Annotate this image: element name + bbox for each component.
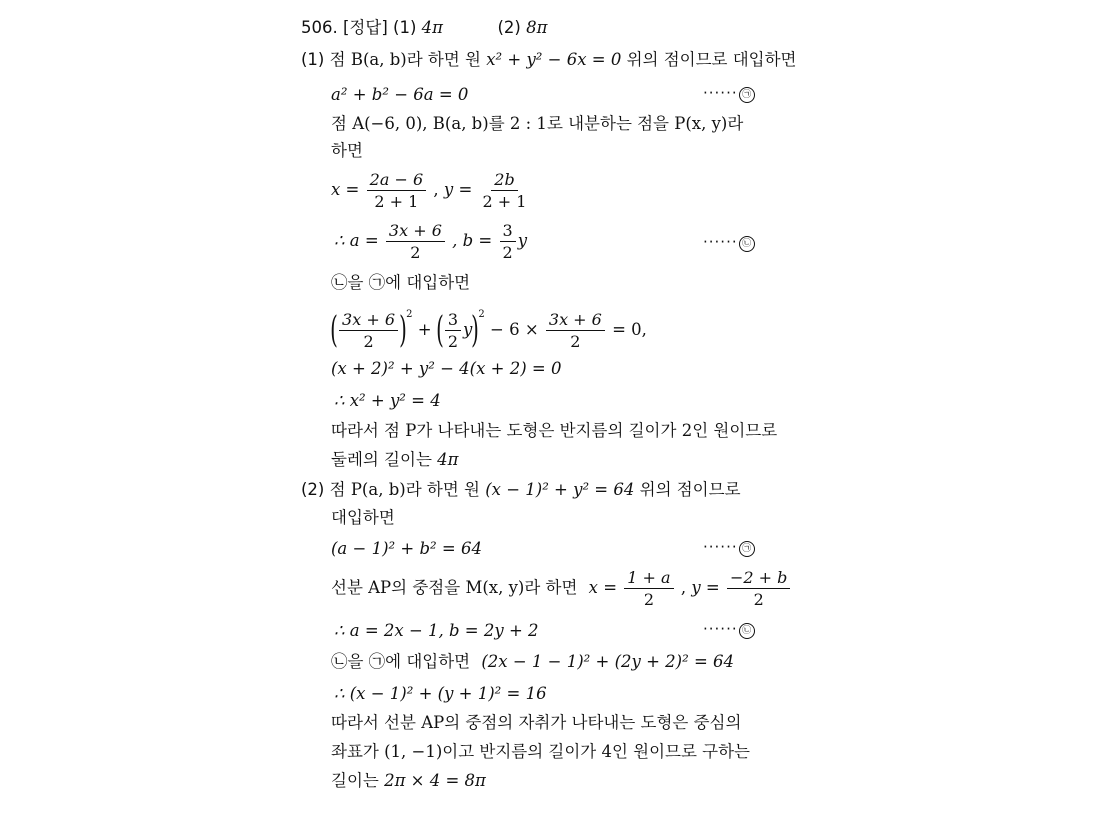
p2-result: ∴ (x − 1)² + (y + 1)² = 16 [334,684,547,703]
p1-concl-text-c: 인 원이므로 [692,421,778,440]
p1-concl-point: P [405,421,417,440]
p1-sub-end: = 0, [612,320,647,339]
answer-label: [정답] [343,18,388,37]
p1-solve [334,221,527,262]
p1-eq1: a² + b² − 6a = 0 [331,85,469,104]
p1-sub-f2-var: y [463,320,473,339]
p1-coord-x-num: 2a − 6 [367,170,426,191]
answer1-label: (1) [393,18,417,37]
p2-conclusion-end [331,770,486,792]
p1-concl-text-d: 둘레의 길이는 [331,450,432,469]
p1-coord-y-lhs: y = [443,180,473,199]
p2-concl-answer: 2π × 4 = 8π [384,771,486,790]
p1-eq1-tag [703,84,755,103]
p2-solve: ∴ a = 2x − 1, b = 2y + 2 [334,621,539,640]
p1-div-text-b: 를 [488,114,505,133]
problem-number: 506. [301,18,338,37]
p1-coord-sep: , [433,180,439,199]
p1-solve-a-num: 3x + 6 [386,221,445,242]
p2-eq1-mark: ㉠ [739,541,755,557]
p2-solve-mark: ㉡ [739,623,755,639]
p2-conclusion-cont [331,741,750,763]
p2-concl-text-e: 인 원이므로 구하는 [611,742,750,761]
p2-mid-text-a: 선분 [331,578,363,597]
p1-sub-f2-num: 3 [445,310,461,331]
p2-eq1-tag [703,538,755,557]
p1-div-ratio: 2 : 1 [509,114,547,133]
p1-sub-exp-2: 2 [478,309,485,320]
p1-coord-x-fraction [367,170,426,211]
p2-solve-tag [703,620,755,639]
p1-sub-f3-den: 2 [570,332,581,351]
p1-sub-f1-num: 3x + 6 [339,310,398,331]
p1-intro-point: B(a, b) [350,50,407,69]
p1-eq1-mark: ㉠ [739,87,755,103]
p1-sub-lparen-2: ( [435,309,444,351]
p1-div-text-c: 로 내분하는 점을 [546,114,670,133]
p1-expand: (x + 2)² + y² − 4(x + 2) = 0 [331,359,562,378]
p2-mid-sep: , [680,578,687,597]
p1-sub-rparen-1: ) [399,309,407,351]
p1-solve-b-den: 2 [502,243,513,262]
p1-sub-frac1 [339,310,398,351]
p2-mid-text-b: 의 중점을 [391,578,461,597]
p2-concl-text-c: 좌표가 [331,742,379,761]
p1-concl-text-a: 따라서 점 [331,421,401,440]
p1-sub-lparen-1: ( [330,309,338,351]
p2-label: (2) [301,480,325,499]
p1-coord-y-num: 2b [491,170,517,191]
p1-sub-plus: + [417,320,432,339]
p1-coord-y-fraction [480,170,530,211]
p1-div-text-a: 점 [331,114,347,133]
p2-mid-x-fraction [624,568,673,609]
answer-header [301,17,547,39]
answer1-value: 4π [421,18,443,37]
p2-mid-x-den: 2 [643,590,655,609]
p1-eq1-dots: ······ [703,84,738,102]
p1-solve-a-lhs: ∴ a = [334,231,379,250]
p2-conclusion [331,712,741,734]
p2-eq1-dots: ······ [703,538,738,556]
p1-sub-text: ㉡을 ㉠에 대입하면 [331,273,471,292]
p1-sub-f2-den: 2 [447,332,458,351]
p1-div-points: A(−6, 0), B(a, b) [352,114,489,133]
answer2-value: 8π [526,18,548,37]
p1-division [331,113,743,135]
p1-conclusion [331,420,777,442]
p2-mid-x-lhs: x = [588,578,618,597]
p1-intro [301,49,796,71]
p1-result: ∴ x² + y² = 4 [334,391,441,410]
p1-solve-b-var: y [517,231,528,250]
p2-concl-text-f: 길이는 [331,771,379,790]
p2-intro [301,479,741,501]
p1-sub-exp-1: 2 [406,309,413,320]
p2-intro-cont: 대입하면 [331,508,395,527]
p2-mid-point: M(x, y) [465,578,525,597]
p1-intro-text-a: 점 [329,50,346,69]
p2-concl-text-a: 따라서 선분 [331,713,416,732]
p2-sub-eq: (2x − 1 − 1)² + (2y + 2)² = 64 [481,652,735,671]
p2-mid-y-num: −2 + b [727,568,790,589]
p1-solve-b-lhs: , b = [452,231,493,250]
p2-concl-text-b: 의 중점의 자취가 나타내는 도형은 중심의 [444,713,742,732]
p2-mid-y-lhs: y = [691,578,720,597]
p2-midpoint [331,568,792,609]
p1-solve-tag [703,233,755,252]
p1-solve-mark: ㉡ [739,236,755,252]
p2-mid-y-den: 2 [753,590,764,609]
p2-intro-text-a: 점 [329,480,346,499]
p2-concl-text-d: 이고 반지름의 길이가 [442,742,597,761]
p1-sub-f3-num: 3x + 6 [546,310,605,331]
p1-div-point: P(x, y) [674,114,728,133]
p1-coords [331,170,531,211]
p1-concl-text-b: 가 나타내는 도형은 반지름의 길이가 [416,421,677,440]
p1-coord-x-lhs: x = [331,180,360,199]
p1-label: (1) [301,50,325,69]
p1-sub-eq [331,304,647,351]
p1-intro-circle: x² + y² − 6x = 0 [486,50,622,69]
p1-div-text-d: 라 [727,114,744,133]
p1-intro-text-b: 라 하면 원 [406,50,481,69]
p1-coord-y-den: 2 + 1 [482,192,527,211]
p1-intro-text-c: 위의 점이므로 대입하면 [626,50,797,69]
answer2-label: (2) [497,18,521,37]
p1-solve-a-fraction [386,221,445,262]
p2-mid-text-c: 라 하면 [524,578,578,597]
p2-eq1: (a − 1)² + b² = 64 [331,539,482,558]
p1-solve-a-den: 2 [410,243,421,262]
p2-mid-seg: AP [368,578,392,597]
p1-sub-f1-den: 2 [363,332,374,351]
p2-concl-center: (1, −1) [384,742,443,761]
p1-sub-frac3 [546,310,605,351]
p2-solve-dots: ······ [703,620,738,638]
p1-sub-frac2 [445,310,461,351]
p2-intro-circle: (x − 1)² + y² = 64 [485,480,635,499]
p2-concl-seg: AP [421,713,445,732]
p1-sub-mid: − 6 × [490,320,539,339]
p2-mid-x-num: 1 + a [624,568,673,589]
p1-conclusion-cont [331,449,458,471]
p1-concl-radius: 2 [681,421,693,440]
p2-mid-y-fraction [727,568,790,609]
p2-concl-radius: 4 [601,742,612,761]
p1-concl-answer: 4π [437,450,459,469]
p1-solve-dots: ······ [703,233,738,251]
p1-solve-b-fraction [500,221,516,262]
p2-sub-text: ㉡을 ㉠에 대입하면 [331,652,471,671]
p2-substitution [331,651,734,673]
p1-coord-x-den: 2 + 1 [374,192,419,211]
p2-intro-point: P(a, b) [350,480,406,499]
p2-intro-text-c: 위의 점이므로 [639,480,741,499]
p2-intro-text-b: 라 하면 원 [405,480,480,499]
p1-sub-rparen-2: ) [471,309,480,351]
p1-solve-b-num: 3 [500,221,516,242]
p1-div-cont: 하면 [331,141,363,160]
